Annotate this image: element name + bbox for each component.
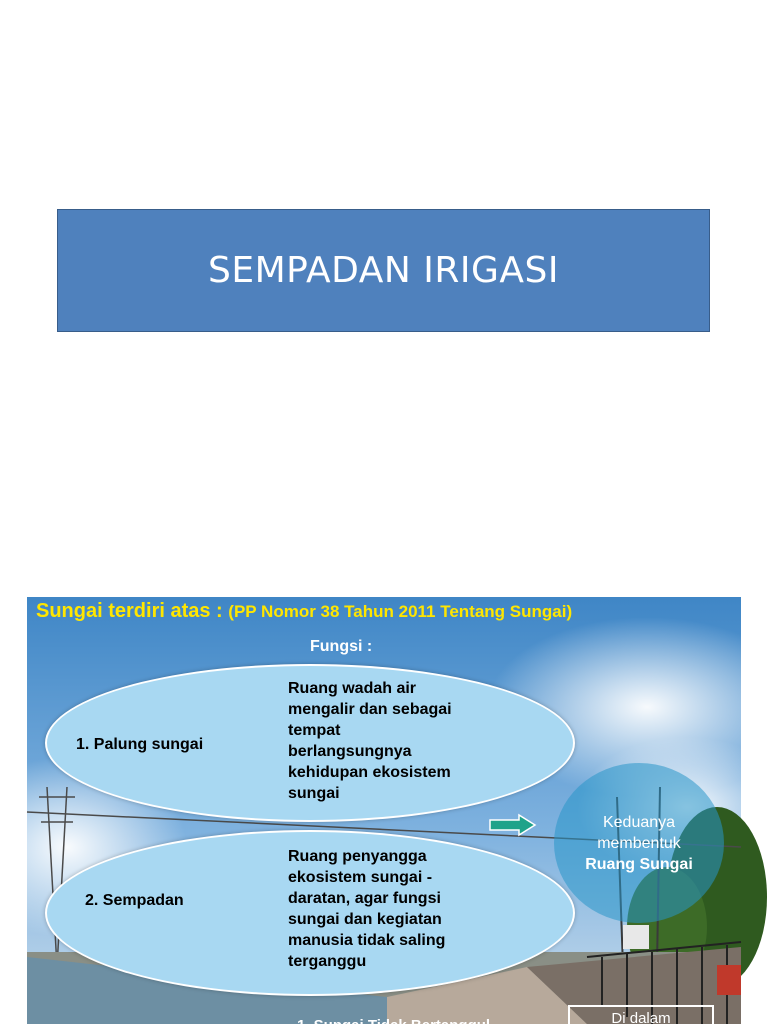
circle-line-2: membentuk (597, 834, 681, 852)
circle-line-1: Keduanya (602, 813, 676, 831)
fungsi-label: Fungsi : (310, 638, 373, 655)
right-arrow-icon (489, 814, 537, 836)
circle-line-3: Ruang Sungai (585, 855, 693, 873)
slide-title: SEMPADAN IRIGASI (207, 250, 560, 291)
bottom-caption: 1. Sungai Tidak Bertanggul (297, 1017, 491, 1034)
item-description: Ruang penyangga ekosistem sungai - daratan, agar fungsi sungai dan kegiatan manusia tidak saling terganggu (288, 848, 446, 970)
item-label: 1. Palung sungai (76, 736, 204, 753)
title-banner (57, 209, 710, 332)
di-dalam-box: Di dalam (568, 1005, 714, 1035)
heading-main: Sungai terdiri atas : (36, 600, 223, 622)
heading-source: (PP Nomor 38 Tahun 2011 Tentang Sungai) (228, 602, 573, 621)
ruang-sungai-circle (554, 763, 724, 923)
slide-heading (36, 600, 572, 623)
item-description: Ruang wadah air mengalir dan sebagai tempat berlangsungnya kehidupan ekosistem sungai (288, 680, 452, 802)
circle-text (585, 812, 693, 875)
river-slide (27, 597, 741, 1034)
palung-sungai-ellipse (45, 664, 575, 822)
item-label: 2. Sempadan (85, 892, 184, 909)
sempadan-ellipse (45, 830, 575, 996)
